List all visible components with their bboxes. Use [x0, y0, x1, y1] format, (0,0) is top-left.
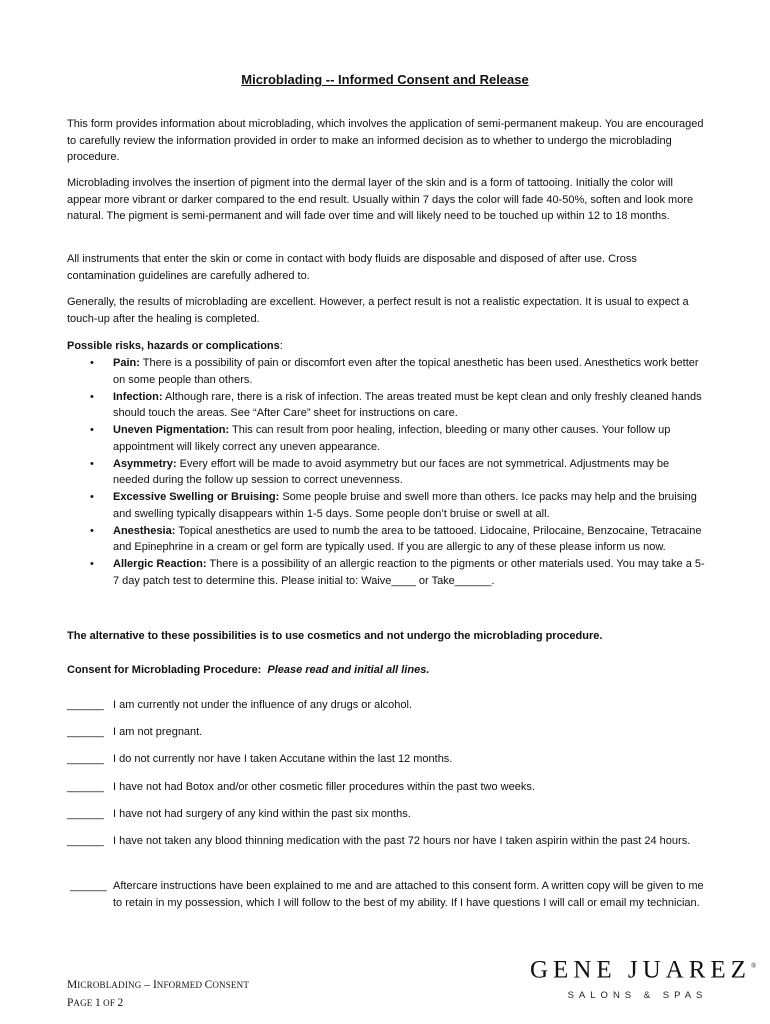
consent-heading-text: Consent for Microblading Procedure: — [67, 664, 262, 676]
risk-text: Every effort will be made to avoid asymmetry but our faces are not symmetrical. Adjustments may be needed during the follow up session to correct unevenness. — [113, 457, 670, 486]
footer-text: 2 — [117, 997, 124, 1009]
procedure-paragraph: Microblading involves the insertion of pigment into the dermal layer of the skin and is a form of tattooing. Initially the color will appear more vibrant or darker compared to the end result. Usually within 7 days the color will fade 40-50%, soften and look more natural. The pigment is semi-permanent and will fade over time and will likely need to be touched up within 12 to 18 months. — [67, 177, 694, 222]
risk-item-uneven-pigmentation — [67, 422, 707, 455]
consent-item — [67, 697, 707, 714]
consent-item — [67, 751, 707, 768]
initial-blank[interactable]: ______ — [67, 808, 104, 820]
consent-item-text: I am not pregnant. — [113, 726, 203, 738]
intro-paragraph: This form provides information about microblading, which involves the application of semi-permanent makeup. You are encouraged to carefully review the information provided in order to make an informed decision as to whether to undergo the microblading procedure. — [67, 118, 704, 163]
consent-item-text: I have not had Botox and/or other cosmetic filler procedures within the past two weeks. — [113, 781, 535, 793]
footer-text: ONSENT — [212, 980, 250, 990]
bullet-icon: • — [90, 424, 94, 436]
instruments-paragraph: All instruments that enter the skin or come in contact with body fluids are disposable and disposed of after use. Cross contamination guidelines are carefully adhered to. — [67, 253, 637, 282]
risks-heading-text: Possible risks, hazards or complications — [67, 340, 280, 352]
risk-text: Topical anesthetics are used to numb the area to be tattooed. Lidocaine, Prilocaine, Benzocaine, Tetracaine and Epinephrine in a cream or gel form are typically used. If you are allergic to any of these please inform us now. — [113, 524, 702, 553]
risk-label: Infection: — [113, 390, 163, 403]
alternative-statement: The alternative to these possibilities is to use cosmetics and not undergo the microblading procedure. — [67, 630, 603, 642]
consent-item-text: I have not taken any blood thinning medication with the past 72 hours nor have I taken aspirin within the past 24 hours. — [113, 835, 691, 847]
risk-item-swelling — [67, 489, 707, 522]
initial-blank[interactable]: ______ — [67, 753, 104, 765]
bullet-icon: • — [90, 457, 94, 470]
consent-item-text: I am currently not under the influence of any drugs or alcohol. — [113, 699, 413, 711]
document-title: Microblading -- Informed Consent and Release — [241, 72, 529, 87]
risks-heading — [67, 338, 283, 355]
logo-wordmark: GENE JUAREZ — [530, 956, 751, 984]
footer-text: ICROBLADING — [77, 980, 142, 990]
risk-text: Although rare, there is a risk of infection. The areas treated must be kept clean and only freshly cleaned hands should touch the areas. See “After Care” sheet for instructions on care. — [113, 390, 702, 419]
company-logo — [530, 950, 757, 1010]
footer-text: AGE — [73, 998, 95, 1008]
consent-item — [67, 724, 707, 741]
risk-item-asymmetry — [67, 456, 707, 489]
risk-text: Some people bruise and swell more than others. Ice packs may help and the bruising and swelling typically disappears within 1-5 days. Some people don’t bruise or swell at all. — [113, 491, 697, 520]
registered-mark-icon: ® — [750, 962, 757, 970]
consent-item-text: I have not had surgery of any kind within the past six months. — [113, 808, 411, 820]
consent-item — [67, 779, 707, 796]
initial-blank[interactable]: ______ — [67, 726, 104, 738]
risk-item-infection — [67, 389, 707, 422]
footer-text: OF — [100, 998, 118, 1008]
results-paragraph: Generally, the results of microblading are excellent. However, a perfect result is not a realistic expectation. It is usual to expect a touch-up after the healing is completed. — [67, 296, 689, 325]
footer-text: – — [141, 979, 153, 991]
risk-label: Excessive Swelling or Bruising: — [113, 491, 280, 503]
logo-tagline: SALONS & SPAS — [567, 990, 708, 1001]
risk-text: There is a possibility of pain or discomfort even after the topical anesthetic has been used. Anesthetics work better on some people than others. — [113, 357, 699, 386]
bullet-icon: • — [90, 558, 94, 570]
initial-blank[interactable]: ______ — [70, 880, 107, 892]
consent-item-text: I do not currently nor have I taken Accutane within the last 12 months. — [113, 753, 453, 765]
bullet-icon: • — [90, 524, 94, 537]
risks-list — [67, 355, 707, 590]
page-footer — [67, 976, 249, 1012]
risk-label: Pain: — [113, 357, 140, 369]
risks-heading-colon: : — [279, 340, 283, 352]
risk-item-pain — [67, 355, 707, 388]
bullet-icon: • — [90, 491, 94, 503]
consent-item — [67, 878, 707, 911]
risk-label: Anesthesia: — [113, 524, 176, 537]
risk-text: There is a possibility of an allergic reaction to the pigments or other materials used. You may take a 5-7 day patch test to determine this. Please initial to: Waive____ or Take______. — [113, 558, 705, 587]
consent-item — [67, 806, 707, 823]
logo-name — [530, 950, 757, 986]
footer-text: NFORMED — [156, 980, 205, 990]
bullet-icon: • — [90, 390, 94, 403]
risk-item-allergic-reaction — [67, 556, 707, 589]
initial-blank[interactable]: ______ — [67, 699, 104, 711]
footer-text: I — [152, 979, 157, 991]
bullet-icon: • — [90, 357, 94, 369]
risk-text: This can result from poor healing, infection, bleeding or many other causes. Your follow up appointment will likely correct any uneven appearance. — [113, 424, 671, 453]
consent-heading — [67, 662, 429, 679]
footer-text: M — [67, 979, 78, 991]
risk-label: Asymmetry: — [113, 457, 177, 470]
consent-item-text: Aftercare instructions have been explained to me and are attached to this consent form. A written copy will be given to me to retain in my possession, which I will follow to the best of my ability. If I have questions I will call or email my technician. — [113, 880, 704, 909]
consent-instruction: Please read and initial all lines. — [267, 664, 430, 676]
initial-blank[interactable]: ______ — [67, 835, 104, 847]
risk-label: Allergic Reaction: — [113, 558, 207, 570]
footer-document-name — [67, 976, 249, 994]
initial-blank[interactable]: ______ — [67, 781, 104, 793]
footer-text: P — [67, 997, 74, 1009]
consent-item — [67, 833, 707, 850]
footer-page-number — [67, 994, 249, 1012]
footer-text: 1 — [94, 997, 101, 1009]
footer-text: C — [204, 979, 213, 991]
risk-item-anesthesia — [67, 523, 707, 556]
risk-label: Uneven Pigmentation: — [113, 424, 230, 436]
